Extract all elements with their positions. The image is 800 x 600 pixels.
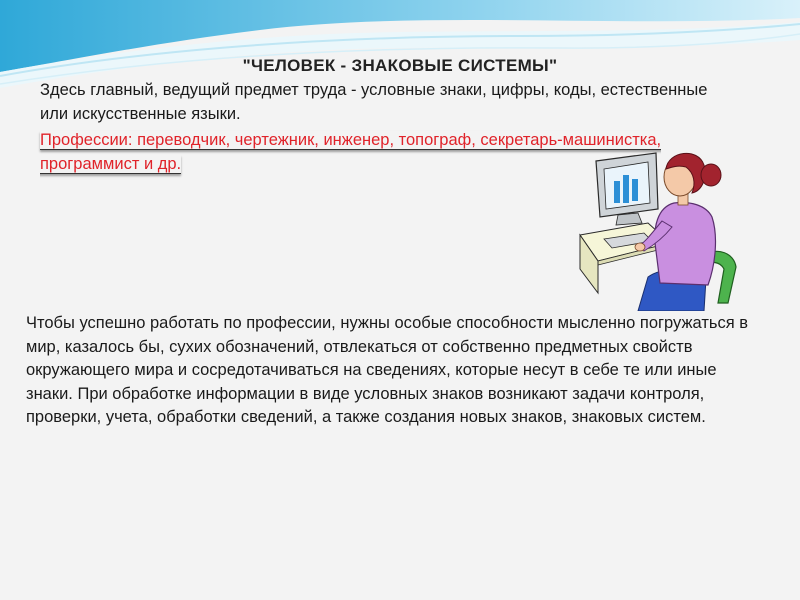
professions-text: Профессии: переводчик, чертежник, инженер, топограф, секретарь-машинистка, программист и др. [40,131,662,173]
body-paragraph: Чтобы успешно работать по профессии, нужны особые способности мысленно погружаться в мир, казалось бы, сухих обозначений, отвлекаться от собственно предметных свойств окружающего мира и сосредотачиваться на сведениях, которые несут в себе те или иные знаки. При обработке информации в виде условных знаков возникают задачи контроля, проверки, учета, обработки сведений, а также создания новых знаков, знаковых систем. [26,314,749,426]
woman-at-computer-icon [578,143,748,311]
intro-text: Здесь главный, ведущий предмет труда - условные знаки, цифры, коды, естественные или искусственные языки. [40,81,708,123]
slide-title: "ЧЕЛОВЕК - ЗНАКОВЫЕ СИСТЕМЫ" [242,56,558,75]
